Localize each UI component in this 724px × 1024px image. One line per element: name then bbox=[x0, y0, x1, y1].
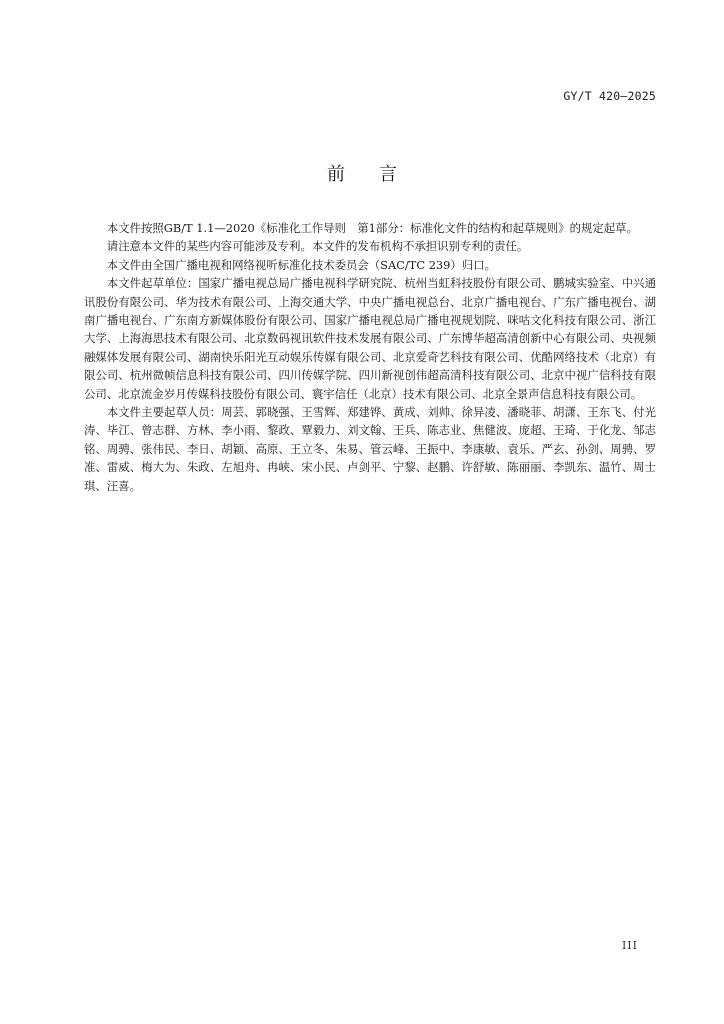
body-text bbox=[84, 219, 656, 495]
paragraph-committee: 本文件由全国广播电视和网络视听标准化技术委员会（SAC/TC 239）归口。 bbox=[106, 257, 496, 272]
page-number: III bbox=[621, 939, 638, 952]
paragraph-drafting-units: 本文件起草单位：国家广播电视总局广播电视科学研究院、杭州当虹科技股份有限公司、鹏城实验室、中兴通讯股份有限公司、华为技术有限公司、上海交通大学、中央广播电视总台、北京广播电视台、广东广播电视台、湖南广播电视台、广东南方新媒体股份有限公司、国家广播电视总局广播电视规划院、咪咕文化科技有限公司、浙江大学、上海海思技术有限公司、北京数码视讯软件技术发展有限公司、广东博华超高清创新中心有限公司、央视频融媒体发展有限公司、湖南快乐阳光互动娱乐传媒有限公司、北京爱奇艺科技有限公司、优酷网络技术（北京）有限公司、杭州微帧信息科技有限公司、四川传媒学院、四川新视创伟超高清科技有限公司、北京中视广信科技有限公司、北京流金岁月传媒科技股份有限公司、寰宇信任（北京）技术有限公司、北京全景声信息科技有限公司。 bbox=[84, 276, 656, 401]
paragraph-drafters: 本文件主要起草人员：周芸、郭晓强、王雪辉、郑建铧、黄成、刘帅、徐异凌、潘晓菲、胡潇、王东飞、付光涛、毕江、曾志群、方林、李小雨、黎政、覃毅力、刘文翰、王兵、陈志业、焦健波、庞超、王琦、于化龙、邹志铭、周骋、张伟民、李日、胡颖、高原、王立冬、朱易、管云峰、王振中、李康敏、袁乐、严玄、孙剑、周骋、罗准、雷威、梅大为、朱政、左旭舟、冉峡、宋小民、卢剑平、宁黎、赵鹏、许舒敏、陈丽丽、李凯东、温竹、周士琪、汪喜。 bbox=[84, 405, 656, 493]
paragraph-patent-notice: 请注意本文件的某些内容可能涉及专利。本文件的发布机构不承担识别专利的责任。 bbox=[106, 239, 529, 254]
paragraph-drafting-rules: 本文件按照GB/T 1.1—2020《标准化工作导则 第1部分：标准化文件的结构和起草规则》的规定起草。 bbox=[106, 221, 638, 235]
standard-number: GY/T 420—2025 bbox=[563, 89, 656, 103]
page-title: 前言 bbox=[327, 164, 431, 185]
